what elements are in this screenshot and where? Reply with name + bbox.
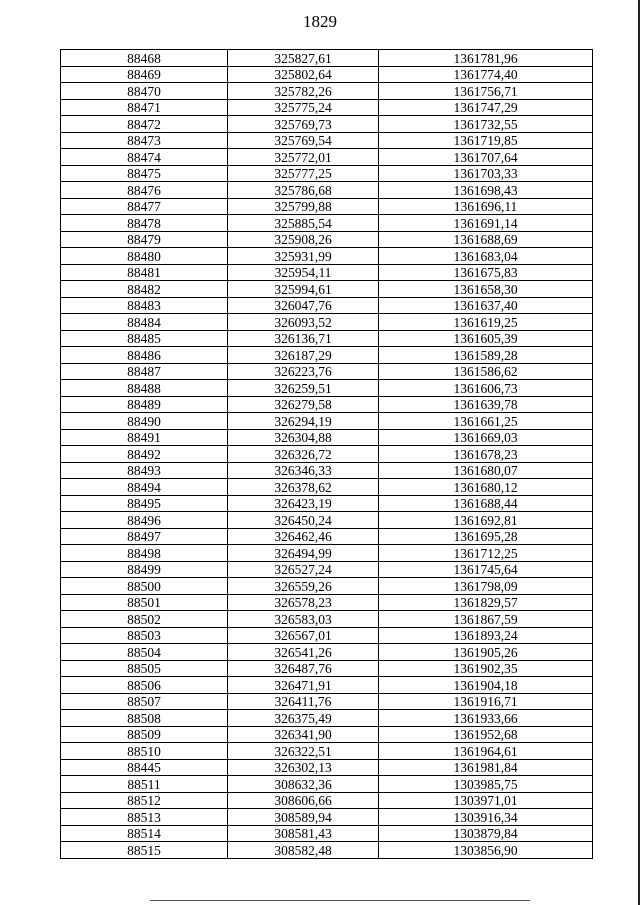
table-row (61, 512, 593, 529)
point-number-cell: 88511 (61, 776, 228, 793)
table-row (61, 215, 593, 232)
y-coordinate-cell: 1361688,44 (379, 495, 593, 512)
y-coordinate-cell: 1361605,39 (379, 330, 593, 347)
y-coordinate-cell: 1361586,62 (379, 363, 593, 380)
table-row (61, 116, 593, 133)
x-coordinate-cell: 326583,03 (228, 611, 379, 628)
point-number-cell: 88507 (61, 693, 228, 710)
y-coordinate-cell: 1361904,18 (379, 677, 593, 694)
point-number-cell: 88510 (61, 743, 228, 760)
point-number-cell: 88498 (61, 545, 228, 562)
y-coordinate-cell: 1361964,61 (379, 743, 593, 760)
y-coordinate-cell: 1361774,40 (379, 66, 593, 83)
point-number-cell: 88491 (61, 429, 228, 446)
coordinates-table-body (61, 50, 593, 859)
table-row (61, 347, 593, 364)
x-coordinate-cell: 325799,88 (228, 198, 379, 215)
table-row (61, 495, 593, 512)
x-coordinate-cell: 325802,64 (228, 66, 379, 83)
point-number-cell: 88482 (61, 281, 228, 298)
table-row (61, 792, 593, 809)
y-coordinate-cell: 1361589,28 (379, 347, 593, 364)
point-number-cell: 88494 (61, 479, 228, 496)
x-coordinate-cell: 326450,24 (228, 512, 379, 529)
y-coordinate-cell: 1361661,25 (379, 413, 593, 430)
table-row (61, 693, 593, 710)
y-coordinate-cell: 1303916,34 (379, 809, 593, 826)
y-coordinate-cell: 1361781,96 (379, 50, 593, 67)
point-number-cell: 88484 (61, 314, 228, 331)
table-row (61, 380, 593, 397)
x-coordinate-cell: 325769,73 (228, 116, 379, 133)
table-row (61, 297, 593, 314)
y-coordinate-cell: 1361745,64 (379, 561, 593, 578)
table-row (61, 776, 593, 793)
point-number-cell: 88472 (61, 116, 228, 133)
coordinates-table (60, 49, 593, 859)
x-coordinate-cell: 326187,29 (228, 347, 379, 364)
table-row (61, 561, 593, 578)
table-row (61, 231, 593, 248)
point-number-cell: 88505 (61, 660, 228, 677)
table-row (61, 842, 593, 859)
point-number-cell: 88509 (61, 726, 228, 743)
table-row (61, 462, 593, 479)
y-coordinate-cell: 1361719,85 (379, 132, 593, 149)
x-coordinate-cell: 308581,43 (228, 825, 379, 842)
table-row (61, 149, 593, 166)
x-coordinate-cell: 308606,66 (228, 792, 379, 809)
x-coordinate-cell: 325786,68 (228, 182, 379, 199)
point-number-cell: 88512 (61, 792, 228, 809)
x-coordinate-cell: 326304,88 (228, 429, 379, 446)
x-coordinate-cell: 325782,26 (228, 83, 379, 100)
point-number-cell: 88515 (61, 842, 228, 859)
point-number-cell: 88502 (61, 611, 228, 628)
x-coordinate-cell: 326487,76 (228, 660, 379, 677)
x-coordinate-cell: 326223,76 (228, 363, 379, 380)
x-coordinate-cell: 326559,26 (228, 578, 379, 595)
point-number-cell: 88496 (61, 512, 228, 529)
y-coordinate-cell: 1361756,71 (379, 83, 593, 100)
point-number-cell: 88513 (61, 809, 228, 826)
y-coordinate-cell: 1361712,25 (379, 545, 593, 562)
table-row (61, 248, 593, 265)
x-coordinate-cell: 325908,26 (228, 231, 379, 248)
x-coordinate-cell: 326136,71 (228, 330, 379, 347)
table-row (61, 545, 593, 562)
point-number-cell: 88477 (61, 198, 228, 215)
point-number-cell: 88497 (61, 528, 228, 545)
table-row (61, 578, 593, 595)
x-coordinate-cell: 326341,90 (228, 726, 379, 743)
point-number-cell: 88470 (61, 83, 228, 100)
y-coordinate-cell: 1361933,66 (379, 710, 593, 727)
y-coordinate-cell: 1361905,26 (379, 644, 593, 661)
x-coordinate-cell: 326411,76 (228, 693, 379, 710)
table-row (61, 825, 593, 842)
y-coordinate-cell: 1361732,55 (379, 116, 593, 133)
table-row (61, 165, 593, 182)
point-number-cell: 88504 (61, 644, 228, 661)
x-coordinate-cell: 326302,13 (228, 759, 379, 776)
scan-bottom-edge (150, 900, 530, 901)
y-coordinate-cell: 1361675,83 (379, 264, 593, 281)
page-number: 1829 (303, 12, 337, 31)
point-number-cell: 88483 (61, 297, 228, 314)
point-number-cell: 88503 (61, 627, 228, 644)
y-coordinate-cell: 1361606,73 (379, 380, 593, 397)
table-row (61, 50, 593, 67)
point-number-cell: 88480 (61, 248, 228, 265)
y-coordinate-cell: 1361669,03 (379, 429, 593, 446)
point-number-cell: 88473 (61, 132, 228, 149)
y-coordinate-cell: 1361981,84 (379, 759, 593, 776)
table-row (61, 182, 593, 199)
y-coordinate-cell: 1361683,04 (379, 248, 593, 265)
point-number-cell: 88499 (61, 561, 228, 578)
x-coordinate-cell: 325885,54 (228, 215, 379, 232)
y-coordinate-cell: 1361695,28 (379, 528, 593, 545)
y-coordinate-cell: 1361707,64 (379, 149, 593, 166)
point-number-cell: 88468 (61, 50, 228, 67)
table-row (61, 726, 593, 743)
x-coordinate-cell: 326541,26 (228, 644, 379, 661)
table-row (61, 83, 593, 100)
x-coordinate-cell: 326279,58 (228, 396, 379, 413)
x-coordinate-cell: 326378,62 (228, 479, 379, 496)
point-number-cell: 88474 (61, 149, 228, 166)
x-coordinate-cell: 326462,46 (228, 528, 379, 545)
point-number-cell: 88445 (61, 759, 228, 776)
x-coordinate-cell: 326527,24 (228, 561, 379, 578)
y-coordinate-cell: 1361691,14 (379, 215, 593, 232)
table-row (61, 660, 593, 677)
table-row (61, 528, 593, 545)
x-coordinate-cell: 326423,19 (228, 495, 379, 512)
table-row (61, 264, 593, 281)
table-row (61, 611, 593, 628)
x-coordinate-cell: 326375,49 (228, 710, 379, 727)
point-number-cell: 88478 (61, 215, 228, 232)
table-row (61, 281, 593, 298)
x-coordinate-cell: 326471,91 (228, 677, 379, 694)
point-number-cell: 88481 (61, 264, 228, 281)
table-row (61, 677, 593, 694)
x-coordinate-cell: 325769,54 (228, 132, 379, 149)
point-number-cell: 88488 (61, 380, 228, 397)
table-row (61, 710, 593, 727)
x-coordinate-cell: 325931,99 (228, 248, 379, 265)
y-coordinate-cell: 1361696,11 (379, 198, 593, 215)
table-row (61, 479, 593, 496)
y-coordinate-cell: 1303985,75 (379, 776, 593, 793)
y-coordinate-cell: 1361916,71 (379, 693, 593, 710)
y-coordinate-cell: 1303879,84 (379, 825, 593, 842)
table-row (61, 413, 593, 430)
point-number-cell: 88501 (61, 594, 228, 611)
point-number-cell: 88489 (61, 396, 228, 413)
table-row (61, 314, 593, 331)
x-coordinate-cell: 326326,72 (228, 446, 379, 463)
point-number-cell: 88493 (61, 462, 228, 479)
y-coordinate-cell: 1361678,23 (379, 446, 593, 463)
table-row (61, 330, 593, 347)
y-coordinate-cell: 1361893,24 (379, 627, 593, 644)
table-row (61, 66, 593, 83)
x-coordinate-cell: 325954,11 (228, 264, 379, 281)
y-coordinate-cell: 1303971,01 (379, 792, 593, 809)
y-coordinate-cell: 1361680,12 (379, 479, 593, 496)
x-coordinate-cell: 326494,99 (228, 545, 379, 562)
y-coordinate-cell: 1361703,33 (379, 165, 593, 182)
point-number-cell: 88486 (61, 347, 228, 364)
point-number-cell: 88495 (61, 495, 228, 512)
point-number-cell: 88479 (61, 231, 228, 248)
table-row (61, 759, 593, 776)
point-number-cell: 88485 (61, 330, 228, 347)
y-coordinate-cell: 1361902,35 (379, 660, 593, 677)
x-coordinate-cell: 326294,19 (228, 413, 379, 430)
x-coordinate-cell: 326578,23 (228, 594, 379, 611)
x-coordinate-cell: 325772,01 (228, 149, 379, 166)
x-coordinate-cell: 326567,01 (228, 627, 379, 644)
table-row (61, 594, 593, 611)
y-coordinate-cell: 1361619,25 (379, 314, 593, 331)
x-coordinate-cell: 325777,25 (228, 165, 379, 182)
y-coordinate-cell: 1361829,57 (379, 594, 593, 611)
table-row (61, 198, 593, 215)
table-row (61, 809, 593, 826)
x-coordinate-cell: 326047,76 (228, 297, 379, 314)
point-number-cell: 88506 (61, 677, 228, 694)
y-coordinate-cell: 1361637,40 (379, 297, 593, 314)
y-coordinate-cell: 1361692,81 (379, 512, 593, 529)
point-number-cell: 88492 (61, 446, 228, 463)
y-coordinate-cell: 1361867,59 (379, 611, 593, 628)
x-coordinate-cell: 308582,48 (228, 842, 379, 859)
y-coordinate-cell: 1361658,30 (379, 281, 593, 298)
table-row (61, 429, 593, 446)
point-number-cell: 88500 (61, 578, 228, 595)
y-coordinate-cell: 1361688,69 (379, 231, 593, 248)
table-row (61, 396, 593, 413)
x-coordinate-cell: 325775,24 (228, 99, 379, 116)
x-coordinate-cell: 326093,52 (228, 314, 379, 331)
point-number-cell: 88475 (61, 165, 228, 182)
x-coordinate-cell: 325827,61 (228, 50, 379, 67)
x-coordinate-cell: 308589,94 (228, 809, 379, 826)
x-coordinate-cell: 308632,36 (228, 776, 379, 793)
point-number-cell: 88471 (61, 99, 228, 116)
point-number-cell: 88514 (61, 825, 228, 842)
table-row (61, 743, 593, 760)
y-coordinate-cell: 1361680,07 (379, 462, 593, 479)
y-coordinate-cell: 1361747,29 (379, 99, 593, 116)
y-coordinate-cell: 1361952,68 (379, 726, 593, 743)
point-number-cell: 88469 (61, 66, 228, 83)
point-number-cell: 88490 (61, 413, 228, 430)
table-row (61, 446, 593, 463)
x-coordinate-cell: 326322,51 (228, 743, 379, 760)
table-row (61, 99, 593, 116)
x-coordinate-cell: 326259,51 (228, 380, 379, 397)
y-coordinate-cell: 1303856,90 (379, 842, 593, 859)
y-coordinate-cell: 1361698,43 (379, 182, 593, 199)
table-row (61, 644, 593, 661)
x-coordinate-cell: 325994,61 (228, 281, 379, 298)
point-number-cell: 88476 (61, 182, 228, 199)
y-coordinate-cell: 1361798,09 (379, 578, 593, 595)
point-number-cell: 88487 (61, 363, 228, 380)
y-coordinate-cell: 1361639,78 (379, 396, 593, 413)
x-coordinate-cell: 326346,33 (228, 462, 379, 479)
point-number-cell: 88508 (61, 710, 228, 727)
table-row (61, 132, 593, 149)
table-row (61, 363, 593, 380)
table-row (61, 627, 593, 644)
